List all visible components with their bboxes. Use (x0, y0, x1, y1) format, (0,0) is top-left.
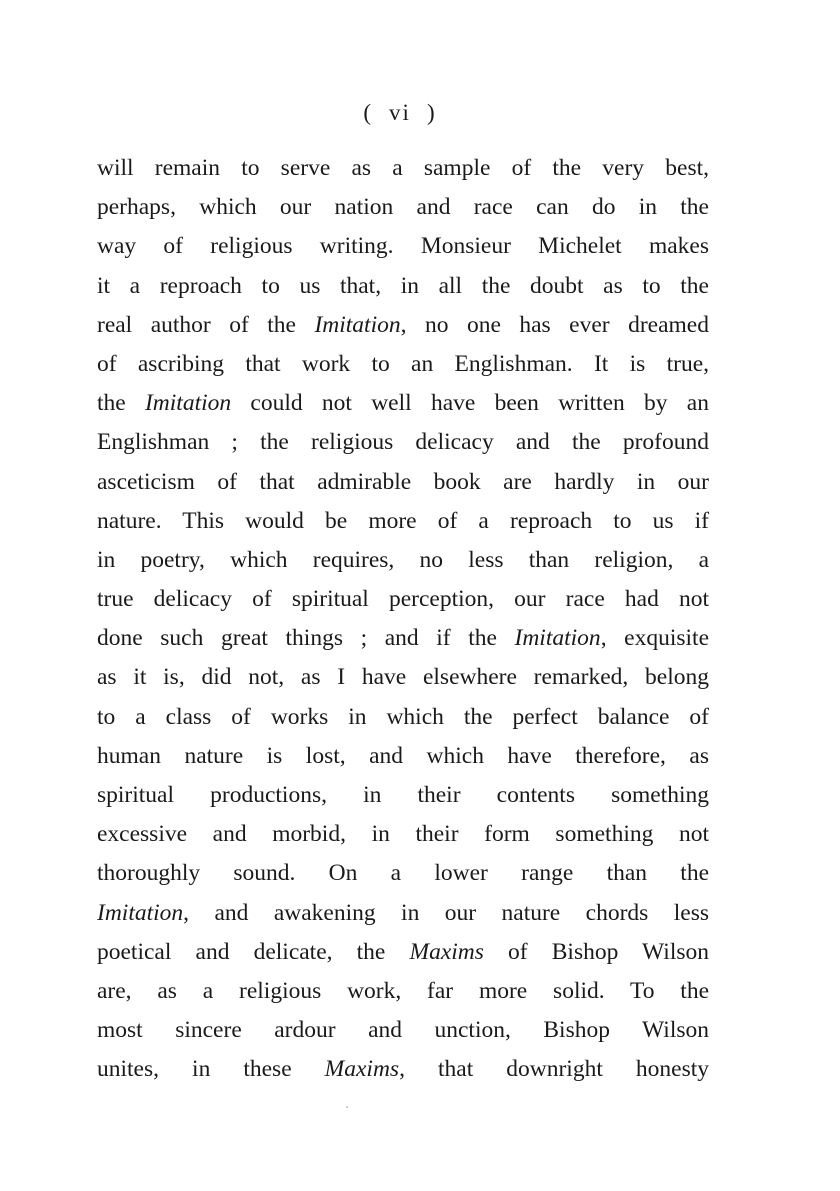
text-line (97, 658, 709, 697)
text-run: as it is, did not, as I have elsewhere remarked, belong (97, 664, 709, 691)
text-run: most sincere ardour and unction, Bishop Wilson (97, 1017, 709, 1044)
text-run: spiritual productions, in their contents something (97, 782, 709, 808)
text-line (97, 580, 709, 619)
text-run: are, as a religious work, far more solid. To the (97, 977, 709, 1004)
text-line (97, 737, 709, 776)
italic-title: Maxims (409, 938, 484, 965)
text-run: the (97, 390, 145, 417)
italic-title: Imitation (144, 390, 232, 417)
text-run: excessive and morbid, in their form something not (97, 821, 709, 848)
text-run: of ascribing that work to an Englishman. It is true, (97, 350, 709, 377)
text-run: way of religious writing. Monsieur Michelet makes (97, 233, 709, 260)
text-line (97, 541, 709, 580)
text-run: nature. This would be more of a reproach to us if (97, 507, 709, 534)
text-line (97, 345, 709, 384)
text-run: human nature is lost, and which have therefore, as (97, 742, 709, 769)
text-run: , that downright honesty (399, 1056, 709, 1083)
text-line (97, 972, 709, 1011)
text-run: thoroughly sound. On a lower range than the (97, 860, 709, 887)
page-number-value: vi (389, 100, 411, 125)
text-run: in poetry, which requires, no less than religion, a (97, 546, 709, 573)
text-run: could not well have been written by an (231, 390, 709, 417)
text-line (97, 933, 709, 972)
text-line (97, 1011, 709, 1050)
text-run: asceticism of that admirable book are hardly in our (97, 468, 709, 495)
text-run: , and awakening in our nature chords less (183, 899, 709, 926)
text-line (97, 267, 709, 306)
italic-title: Imitation (514, 625, 601, 652)
text-run: will remain to serve as a sample of the very best, (97, 155, 709, 181)
text-run: of Bishop Wilson (483, 938, 709, 965)
text-line (97, 894, 709, 933)
text-run: done such great things ; and if the (97, 625, 515, 652)
text-line (97, 815, 709, 854)
text-run: , exquisite (600, 625, 709, 652)
body-text (97, 149, 709, 1090)
text-run: it a reproach to us that, in all the doubt as to the (97, 272, 709, 299)
italic-title: Maxims (324, 1056, 400, 1083)
text-line (97, 149, 709, 188)
text-run: poetical and delicate, the (97, 938, 410, 965)
text-line (97, 463, 709, 502)
print-speck (346, 1106, 348, 1108)
text-line (97, 423, 709, 462)
text-run: perhaps, which our nation and race can do in the (97, 194, 709, 221)
text-line (97, 306, 709, 345)
text-run: Englishman ; the religious delicacy and the profound (97, 429, 709, 456)
text-run: to a class of works in which the perfect balance of (97, 703, 709, 730)
page-number (0, 100, 800, 126)
text-line (97, 1050, 709, 1089)
text-line (97, 227, 709, 266)
text-line (97, 854, 709, 893)
text-line (97, 188, 709, 227)
text-run: , no one has ever dreamed (400, 311, 709, 338)
text-line (97, 776, 709, 815)
text-line (97, 502, 709, 541)
text-line (97, 384, 709, 423)
text-run: true delicacy of spiritual perception, our race had not (97, 586, 709, 613)
italic-title: Imitation (97, 899, 184, 926)
text-line (97, 698, 709, 737)
text-run: unites, in these (97, 1056, 325, 1083)
text-line (97, 619, 709, 658)
italic-title: Imitation (314, 311, 401, 338)
page-number-open-paren: ( (363, 100, 374, 125)
page-number-close-paren: ) (426, 100, 437, 125)
text-run: real author of the (97, 311, 315, 338)
